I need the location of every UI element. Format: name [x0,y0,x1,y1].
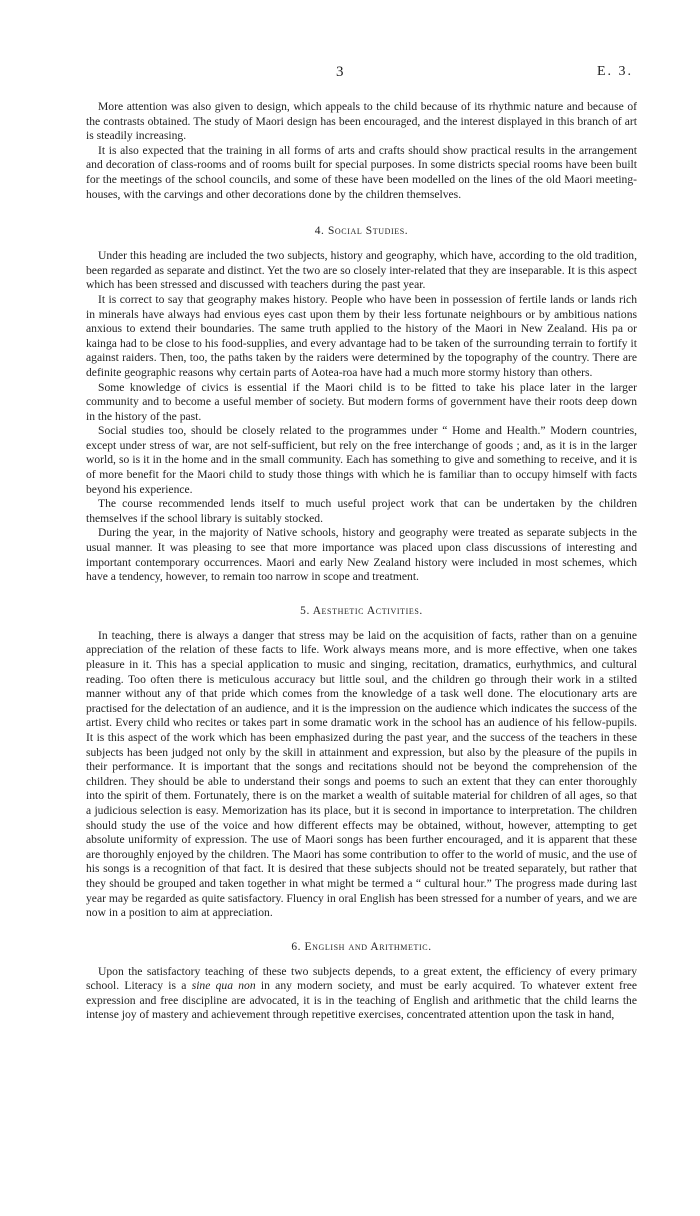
paragraph: Under this heading are included the two subjects, history and geography, which have, according to the old tradition, been regarded as separate and distinct. Yet the two are so closely inter-related that they are inseparable. It is this aspect which has been stressed and discussed with teachers during the past year. [86,249,637,292]
section-heading-social-studies: 4. Social Studies. [314,225,409,238]
document-body [86,100,637,1023]
paragraph-text: Upon the satisfactory teaching of these two subjects depends, to a great extent, the efficiency of every primary school. Literacy is a [86,964,637,993]
paragraph [86,965,637,1023]
document-reference: E. 3. [596,64,633,79]
paragraph: In teaching, there is always a danger that stress may be laid on the acquisition of facts, rather than on a genuine appreciation of the relation of these facts to life. Work always means more, and is more effective, when one takes pleasure in it. This has a special application to music and singing, recitation, dramatics, eurhythmics, and cultural reading. Too often there is meticulous accuracy but little soul, and the children go through their work in a stilted manner without any of that pride which comes from the knowledge of a task well done. The elocutionary arts are practised for the delectation of an audience, and it is the impression on the audience which indicates the success of the artist. Every child who recites or takes part in some dramatic work in the school has an audience of his fellow-pupils. It is this aspect of the work which has been emphasized during the past year, and the success of the teachers in these subjects has been judged not only by the skill in attainment and expression, but also by the pleasure of the pupils in their performance. It is important that the songs and recitations should not be beyond the comprehension of the children. They should be able to understand their songs and poems to such an extent that they can enter thoroughly into the spirit of them. Fortunately, there is on the market a wealth of suitable material for children of all ages, so that a judicious selection is easy. Memorization has its place, but it is second in importance to interpretation. The children should study the use of the voice and how different effects may be obtained, without, however, attempting to get absolute uniformity of expression. The use of Maori songs has been further encouraged, and it is apparent that these are thoroughly enjoyed by the children. The Maori has some contribution to offer to the world of music, and the use of his songs is a recognition of that fact. It is desired that these subjects should not be treated separately, but rather that they should be grouped and taken together in what might be termed a “ cultural hour.” The progress made during last year may be regarded as quite satisfactory. Fluency in oral English has been stressed for a number of years, and we are now in a position to aim at appreciation. [86,628,637,920]
section-heading-english-arithmetic: 6. English and Arithmetic. [291,940,432,953]
section-heading-aesthetic-activities: 5. Aesthetic Activities. [300,604,423,617]
paragraph: Some knowledge of civics is essential if the Maori child is to be fitted to take his place later in the larger community and to become a useful member of society. But modern forms of government have their roots deep down in the history of the past. [86,380,637,423]
paragraph: During the year, in the majority of Native schools, history and geography were treated as separate subjects in the usual manner. It was pleasing to see that more importance was placed upon class discussions of interesting and important contemporary occurrences. Maori and early New Zealand history were included in most schemes, which have a tendency, however, to remain too narrow in scope and treatment. [86,526,637,584]
latin-phrase: sine qua non [191,979,256,993]
paragraph: It is also expected that the training in all forms of arts and crafts should show practical results in the arrangement and decoration of class-rooms and of rooms built for special purposes. In some districts special rooms have been built for the meetings of the school councils, and some of these have been modelled on the lines of the old Maori meeting-houses, with the carvings and other decorations done by the children themselves. [86,143,637,201]
paragraph: The course recommended lends itself to much useful project work that can be undertaken by the children themselves if the school library is suitably stocked. [86,497,637,525]
page-header [0,64,700,84]
paragraph: It is correct to say that geography makes history. People who have been in possession of fertile lands or lands rich in minerals have always had envious eyes cast upon them by their less fortunate neighbours or by ambitious nations anxious to extend their boundaries. The same truth applied to the history of the Maori in New Zealand. His pa or kainga had to be close to his food-supplies, and every advantage had to be taken of the surrounding terrain to fortify it against raiders. Then, too, the paths taken by the raiders were determined by the topography of the country. There are definite geographic reasons why certain parts of Aotea-roa have had a much more stormy history than others. [86,292,637,379]
paragraph: More attention was also given to design, which appeals to the child because of its rhythmic nature and because of the contrasts obtained. The study of Maori design has been encouraged, and the interest displayed in this branch of art is steadily increasing. [86,100,637,143]
page-number: 3 [336,64,344,80]
paragraph-text: in any modern society, and must be early acquired. To whatever extent free expression and free discipline are advocated, it is in the teaching of English and arithmetic that the child learns the intense joy of mastery and achievement through repetitive exercises, concentrated attention upon the task in hand, [86,979,637,1022]
paragraph: Social studies too, should be closely related to the programmes under “ Home and Health.” Modern countries, except under stress of war, are not self-sufficient, but rely on the free interchange of goods ; and, as it is in the larger world, so is it in the home and in the small community. Each has something to give and something to receive, and it is of more benefit for the Maori child to study those things with which he is familiar than to occupy himself with facts beyond his experience. [86,424,637,496]
